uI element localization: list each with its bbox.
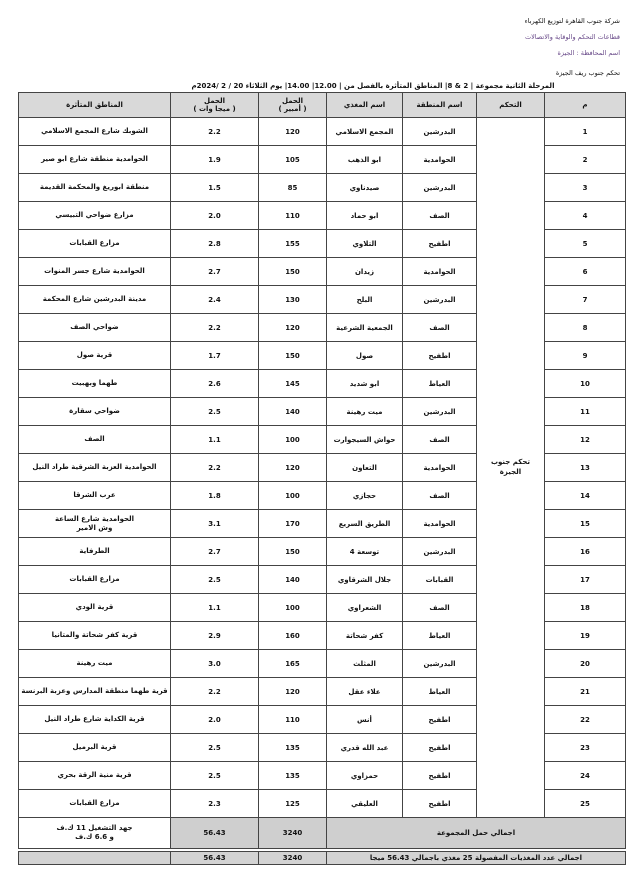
region-name-cell: البدرشين [403,538,477,566]
affected-areas-cell: قرية صول [19,342,171,370]
group-total-row [19,818,626,849]
affected-areas-cell: الحوامدية شارع جسر المنوات [19,258,171,286]
feeder-name-cell: زيدان [327,258,403,286]
feeder-name-cell: كفر شحاتة [327,622,403,650]
grand-total-mw: 56.43 [171,852,259,865]
load-amp-cell: 85 [259,174,327,202]
control-cell: تحكم جنوب الجيزة [477,118,545,818]
voltage-note: جهد التشغيل 11 ك.ف و 6.6 ك.ف [19,818,171,849]
load-amp-cell: 150 [259,342,327,370]
row-index-cell: 17 [545,566,626,594]
load-mw-cell: 2.5 [171,734,259,762]
load-amp-cell: 105 [259,146,327,174]
region-name-cell: الحوامدية [403,258,477,286]
feeder-name-cell: ابو حماد [327,202,403,230]
region-name-cell: العياط [403,622,477,650]
col-header-load-mw: الحمل ( ميجا وات ) [171,93,259,118]
feeder-name-cell: علاء عقل [327,678,403,706]
row-index-cell: 22 [545,706,626,734]
row-index-cell: 14 [545,482,626,510]
region-name-cell: الحوامدية [403,510,477,538]
col-header-areas: المناطق المتأثرة [19,93,171,118]
region-name-cell: الحوامدية [403,146,477,174]
load-mw-cell: 2.5 [171,762,259,790]
feeder-name-cell: المجمع الاسلامي [327,118,403,146]
feeder-name-cell: أنس [327,706,403,734]
affected-areas-cell: مدينة البدرشين شارع المحكمة [19,286,171,314]
load-amp-cell: 125 [259,790,327,818]
col-header-load-amp: الحمل ( أمبير ) [259,93,327,118]
load-amp-cell: 140 [259,398,327,426]
feeder-name-cell: عبد الله قدري [327,734,403,762]
row-index-cell: 13 [545,454,626,482]
row-index-cell: 10 [545,370,626,398]
region-name-cell: القبابات [403,566,477,594]
load-mw-cell: 2.3 [171,790,259,818]
feeder-name-cell: جلال الشرقاوي [327,566,403,594]
region-name-cell: البدرشين [403,118,477,146]
row-index-cell: 1 [545,118,626,146]
total-load-amp: 3240 [259,818,327,849]
row-index-cell: 2 [545,146,626,174]
schedule-line: المرحلة الثانية مجموعة | 2 & 8| المناطق المتأثرة بالفصل من | 12.00| 14.00| يوم الثلاثاء 20 / 2 /2024م [191,82,555,90]
load-amp-cell: 110 [259,202,327,230]
region-name-cell: البدرشين [403,398,477,426]
region-name-cell: البدرشين [403,650,477,678]
affected-areas-cell: مزارع القبابات [19,566,171,594]
outage-table [18,92,626,849]
load-mw-cell: 2.0 [171,202,259,230]
affected-areas-cell: الحوامدية منطقة شارع ابو صير [19,146,171,174]
feeder-name-cell: صول [327,342,403,370]
row-index-cell: 19 [545,622,626,650]
region-name-cell: الصف [403,426,477,454]
grand-total-table [18,851,626,865]
feeder-name-cell: التلاوي [327,230,403,258]
feeder-name-cell: توسعة 4 [327,538,403,566]
load-amp-cell: 160 [259,622,327,650]
region-name-cell: الصف [403,314,477,342]
load-mw-cell: 1.8 [171,482,259,510]
feeder-name-cell: الجمعية الشرعية [327,314,403,342]
affected-areas-cell: الصف [19,426,171,454]
load-mw-cell: 3.1 [171,510,259,538]
region-name-cell: البدرشين [403,286,477,314]
row-index-cell: 16 [545,538,626,566]
row-index-cell: 18 [545,594,626,622]
affected-areas-cell: الشوبك شارع المجمع الاسلامي [19,118,171,146]
load-mw-cell: 2.7 [171,258,259,286]
load-mw-cell: 2.0 [171,706,259,734]
load-amp-cell: 100 [259,594,327,622]
load-mw-cell: 2.2 [171,678,259,706]
region-name-cell: اطفيح [403,734,477,762]
affected-areas-cell: قرية البرميل [19,734,171,762]
region-name-cell: اطفيح [403,342,477,370]
affected-areas-cell: الحوامدية العزبة الشرقية طراد النيل [19,454,171,482]
feeder-name-cell: حجازي [327,482,403,510]
affected-areas-cell: ضواحي سقارة [19,398,171,426]
affected-areas-cell: قرية طهما منطقة المدارس وعزبة البرنسة [19,678,171,706]
load-mw-cell: 2.4 [171,286,259,314]
load-mw-cell: 2.2 [171,118,259,146]
load-mw-cell: 1.1 [171,426,259,454]
row-index-cell: 8 [545,314,626,342]
row-index-cell: 25 [545,790,626,818]
region-name-cell: العياط [403,678,477,706]
load-amp-cell: 170 [259,510,327,538]
region-name-cell: الحوامدية [403,454,477,482]
affected-areas-cell: قرية منية الرقة بحري [19,762,171,790]
feeder-name-cell: الطريق السريع [327,510,403,538]
feeder-name-cell: التعاون [327,454,403,482]
affected-areas-cell: طهما وبهبيت [19,370,171,398]
grand-total-amp: 3240 [259,852,327,865]
load-amp-cell: 110 [259,706,327,734]
feeder-name-cell: العليقي [327,790,403,818]
col-header-feeder: اسم المغذي [327,93,403,118]
load-amp-cell: 150 [259,538,327,566]
load-amp-cell: 100 [259,482,327,510]
affected-areas-cell: قرية الودي [19,594,171,622]
feeder-name-cell: حمزاوي [327,762,403,790]
load-amp-cell: 135 [259,762,327,790]
region-name-cell: اطفيح [403,790,477,818]
affected-areas-cell: الحوامدية شارع الساعة وش الامير [19,510,171,538]
region-name-cell: اطفيح [403,706,477,734]
load-mw-cell: 3.0 [171,650,259,678]
load-amp-cell: 140 [259,566,327,594]
grand-total-label: اجمالي عدد المغذيات المفصولة 25 مغذي باجمالي 56.43 ميجا [327,852,626,865]
grand-total-blank [19,852,171,865]
load-mw-cell: 2.5 [171,566,259,594]
affected-areas-cell: مزارع القبابات [19,230,171,258]
row-index-cell: 3 [545,174,626,202]
load-amp-cell: 135 [259,734,327,762]
total-load-mw: 56.43 [171,818,259,849]
feeder-name-cell: البلح [327,286,403,314]
affected-areas-cell: قرية كفر شحاتة والمتانيا [19,622,171,650]
table-header-row [19,93,626,118]
load-mw-cell: 1.9 [171,146,259,174]
load-mw-cell: 2.5 [171,398,259,426]
row-index-cell: 12 [545,426,626,454]
load-amp-cell: 120 [259,454,327,482]
load-mw-cell: 2.6 [171,370,259,398]
load-amp-cell: 120 [259,118,327,146]
feeder-name-cell: ابو شديد [327,370,403,398]
region-name-cell: الصف [403,482,477,510]
load-mw-cell: 1.1 [171,594,259,622]
region-name-cell: البدرشين [403,174,477,202]
feeder-name-cell: ابو الذهب [327,146,403,174]
col-header-control: التحكم [477,93,545,118]
row-index-cell: 7 [545,286,626,314]
load-mw-cell: 2.7 [171,538,259,566]
load-amp-cell: 120 [259,314,327,342]
region-name-cell: اطفيح [403,762,477,790]
group-total-label: اجمالي حمل المجموعة [327,818,626,849]
grand-total-row [19,852,626,865]
load-amp-cell: 145 [259,370,327,398]
row-index-cell: 9 [545,342,626,370]
row-index-cell: 23 [545,734,626,762]
affected-areas-cell: منطقة ابوريغ والمحكمة القديمة [19,174,171,202]
region-name-cell: الصف [403,202,477,230]
load-amp-cell: 120 [259,678,327,706]
feeder-name-cell: الشعراوي [327,594,403,622]
affected-areas-cell: قرية الكداية شارع طراد النيل [19,706,171,734]
col-header-index: م [545,93,626,118]
row-index-cell: 20 [545,650,626,678]
load-amp-cell: 130 [259,286,327,314]
affected-areas-cell: ضواحي الصف [19,314,171,342]
region-name-cell: اطفيح [403,230,477,258]
affected-areas-cell: عرب الشرقا [19,482,171,510]
region-name-cell: الصف [403,594,477,622]
sector-name: قطاعات التحكم والوقاية والاتصالات [524,33,620,41]
load-mw-cell: 2.2 [171,314,259,342]
row-index-cell: 24 [545,762,626,790]
load-amp-cell: 150 [259,258,327,286]
row-index-cell: 6 [545,258,626,286]
load-mw-cell: 2.8 [171,230,259,258]
row-index-cell: 4 [545,202,626,230]
table-row [19,118,626,146]
load-amp-cell: 165 [259,650,327,678]
affected-areas-cell: مزارع ضواحي التبيسي [19,202,171,230]
load-mw-cell: 1.5 [171,174,259,202]
affected-areas-cell: مزارع القبابات [19,790,171,818]
row-index-cell: 15 [545,510,626,538]
governorate-name: اسم المحافظة : الجيزة [557,49,620,57]
feeder-name-cell: ميت رهينة [327,398,403,426]
feeder-name-cell: حواش السيجوارت [327,426,403,454]
feeder-name-cell: صيدناوي [327,174,403,202]
affected-areas-cell: ميت رهينة [19,650,171,678]
load-mw-cell: 1.7 [171,342,259,370]
region-name-cell: العياط [403,370,477,398]
load-mw-cell: 2.9 [171,622,259,650]
row-index-cell: 21 [545,678,626,706]
row-index-cell: 5 [545,230,626,258]
control-center-name: تحكم جنوب ريف الجيزة [555,69,620,77]
company-name: شركة جنوب القاهرة لتوزيع الكهرباء [524,17,620,25]
feeder-name-cell: المثلث [327,650,403,678]
row-index-cell: 11 [545,398,626,426]
affected-areas-cell: الطرفاية [19,538,171,566]
load-mw-cell: 2.2 [171,454,259,482]
load-amp-cell: 100 [259,426,327,454]
load-amp-cell: 155 [259,230,327,258]
col-header-region: اسم المنطقة [403,93,477,118]
